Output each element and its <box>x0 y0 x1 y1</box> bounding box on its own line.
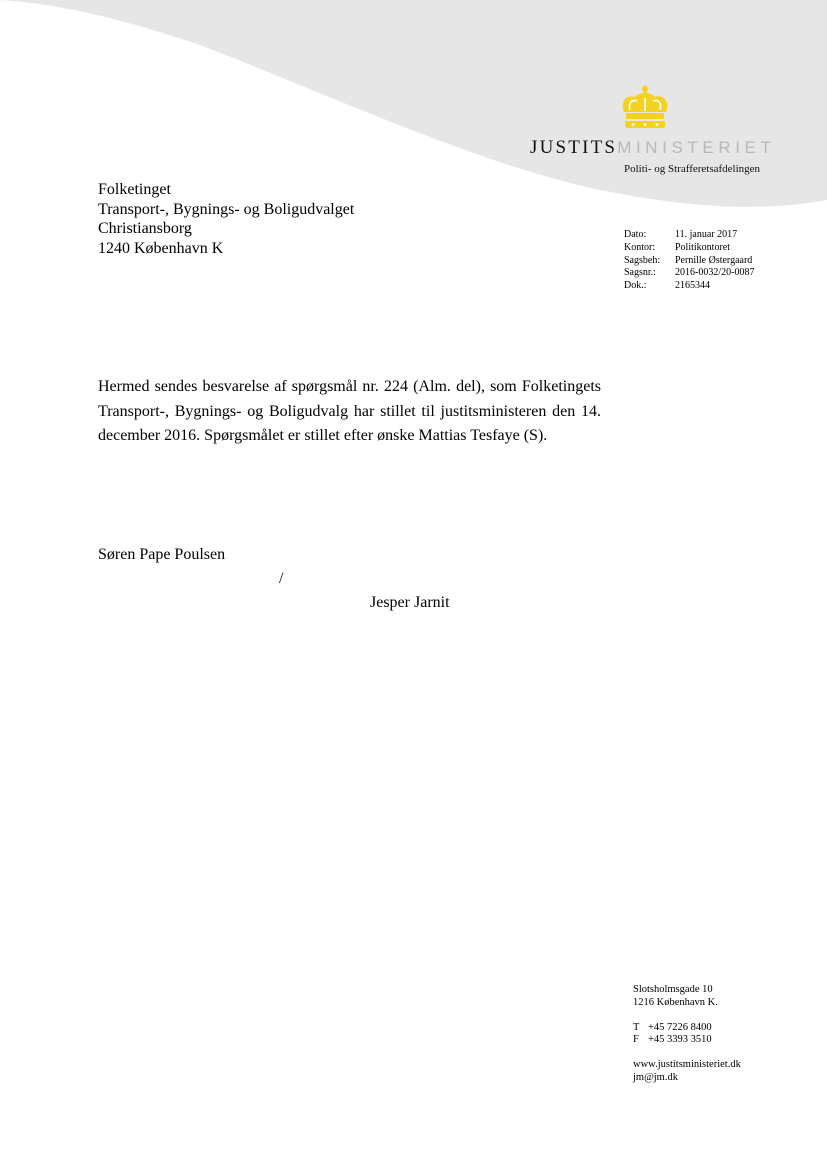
signer-minister: Søren Pape Poulsen <box>98 546 226 563</box>
meta-key: Kontor: <box>624 241 656 253</box>
footer-address-line-1: Slotsholmsgade 10 <box>633 984 713 995</box>
meta-key: Dok.: <box>624 280 647 292</box>
meta-row-document <box>624 280 754 293</box>
footer-address-line-2: 1216 København K. <box>633 996 718 1008</box>
meta-value: 2016-0032/20-0087 <box>675 267 755 279</box>
meta-row-office <box>624 242 754 255</box>
phone-number: +45 7226 8400 <box>648 1021 712 1033</box>
recipient-address <box>98 180 354 258</box>
logo-ministeriet-text: MINISTERIET <box>617 138 776 157</box>
meta-row-caseworker <box>624 255 754 268</box>
ministry-logo <box>530 137 776 159</box>
footer-website-link[interactable]: www.justitsministeriet.dk <box>633 1059 741 1071</box>
fax-number: +45 3393 3510 <box>648 1034 712 1046</box>
meta-value: Politikontoret <box>675 241 730 253</box>
case-metadata <box>624 229 754 293</box>
footer-phone <box>633 1022 741 1035</box>
footer-contact <box>633 984 741 1085</box>
crown-icon <box>618 84 672 130</box>
recipient-line-1: Folketinget <box>98 181 171 198</box>
footer-fax <box>633 1034 741 1047</box>
logo-justits-text: JUSTITS <box>530 137 618 158</box>
signer-official: Jesper Jarnit <box>370 594 450 611</box>
meta-row-date <box>624 229 754 242</box>
meta-value: 11. januar 2017 <box>675 229 738 240</box>
letter-body: Hermed sendes besvarelse af spørgsmål nr. 224 (Alm. del), som Folketingets Transport-, Bygnings- og Boligudvalg har stillet til justitsministeren den 14. december 2016. Spørgsmålet er stillet efter ønske Mattias Tesfaye (S). <box>98 378 601 444</box>
recipient-line-3: Christiansborg <box>98 220 192 237</box>
meta-key: Sagsbeh: <box>624 254 661 266</box>
signature-slash: / <box>279 570 284 587</box>
footer-email-link[interactable]: jm@jm.dk <box>633 1071 678 1083</box>
meta-key: Sagsnr.: <box>624 267 656 279</box>
meta-row-case-number <box>624 267 754 280</box>
fax-label: F <box>633 1034 639 1046</box>
meta-value: 2165344 <box>675 280 710 292</box>
department-name: Politi- og Strafferetsafdelingen <box>624 163 761 175</box>
meta-key: Dato: <box>624 229 647 240</box>
meta-value: Pernille Østergaard <box>675 254 753 266</box>
recipient-line-2: Transport-, Bygnings- og Boligudvalget <box>98 200 355 218</box>
phone-label: T <box>633 1021 640 1033</box>
recipient-line-4: 1240 København K <box>98 239 224 257</box>
